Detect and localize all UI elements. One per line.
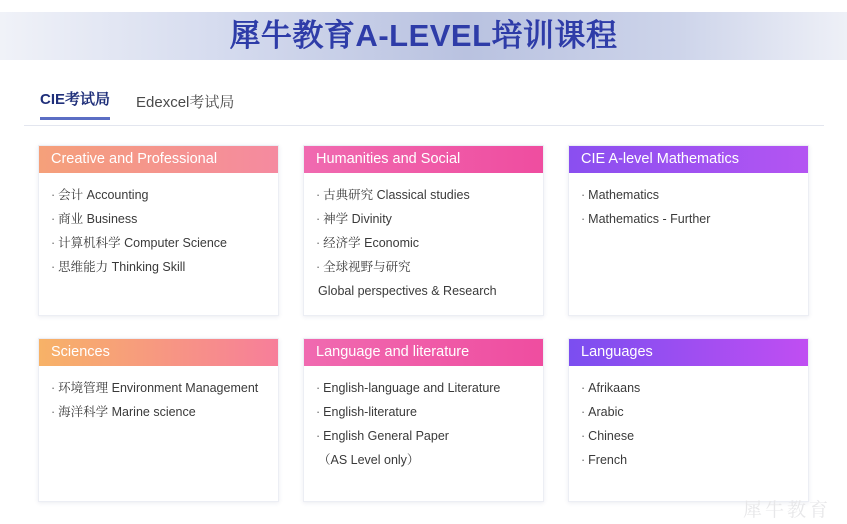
exam-board-tabs <box>40 88 234 120</box>
course-card <box>568 338 809 502</box>
course-item-label: 思维能力 Thinking Skill <box>58 260 186 274</box>
course-item[interactable] <box>316 183 531 207</box>
course-card <box>38 145 279 316</box>
course-card <box>38 338 279 502</box>
bullet-icon: · <box>51 188 56 202</box>
course-item[interactable] <box>51 400 266 424</box>
bullet-icon: · <box>316 236 321 250</box>
course-item[interactable] <box>316 231 531 255</box>
course-item-label: 全球视野与研究 <box>323 260 411 274</box>
bullet-icon: · <box>316 381 321 395</box>
watermark: 犀牛教育 <box>742 500 831 521</box>
course-item[interactable] <box>316 255 531 279</box>
course-item[interactable] <box>316 376 531 400</box>
course-item[interactable] <box>581 376 796 400</box>
course-item-label: Arabic <box>588 405 624 419</box>
course-item-label: 商业 Business <box>58 212 138 226</box>
course-item[interactable] <box>51 231 266 255</box>
course-item-label: 计算机科学 Computer Science <box>58 236 227 250</box>
course-item-label: English General Paper <box>323 429 449 443</box>
tab-1[interactable]: Edexcel考试局 <box>136 94 235 111</box>
course-card-body <box>569 173 808 308</box>
course-card <box>303 338 544 502</box>
course-item-label: 神学 Divinity <box>323 212 392 226</box>
course-item[interactable] <box>51 255 266 279</box>
bullet-icon: · <box>51 260 56 274</box>
course-card-grid <box>38 145 810 502</box>
course-item-label: Chinese <box>588 429 635 443</box>
course-card-body <box>39 173 278 308</box>
course-item[interactable] <box>51 207 266 231</box>
course-card <box>568 145 809 316</box>
course-item[interactable] <box>316 424 531 448</box>
bullet-icon: · <box>316 405 321 419</box>
bullet-icon: · <box>581 212 586 226</box>
course-item[interactable] <box>581 207 796 231</box>
course-card-title: Language and literature <box>304 339 543 366</box>
course-item-label: 经济学 Economic <box>323 236 420 250</box>
course-item[interactable] <box>316 400 531 424</box>
course-item-label: French <box>588 453 628 467</box>
bullet-icon: · <box>316 260 321 274</box>
bullet-icon: · <box>581 429 586 443</box>
tabs-divider <box>24 125 824 126</box>
course-item-label: （AS Level only） <box>318 453 420 467</box>
bullet-icon: · <box>581 405 586 419</box>
course-item-label: Mathematics - Further <box>588 212 711 226</box>
bullet-icon: · <box>316 188 321 202</box>
course-card-title: Languages <box>569 339 808 366</box>
bullet-icon: · <box>316 429 321 443</box>
course-item-label: 古典研究 Classical studies <box>323 188 470 202</box>
bullet-icon: · <box>581 453 586 467</box>
course-card-title: Humanities and Social <box>304 146 543 173</box>
bullet-icon: · <box>581 188 586 202</box>
course-card-title: Creative and Professional <box>39 146 278 173</box>
bullet-icon: · <box>51 212 56 226</box>
course-card-body <box>39 366 278 501</box>
course-item-label: Mathematics <box>588 188 660 202</box>
course-item[interactable] <box>316 279 531 303</box>
bullet-icon: · <box>51 236 56 250</box>
course-item[interactable] <box>581 424 796 448</box>
course-item[interactable] <box>316 448 531 472</box>
course-item-label: Afrikaans <box>588 381 641 395</box>
course-item-label: 海洋科学 Marine science <box>58 405 196 419</box>
page-title: 犀牛教育A-LEVEL培训课程 <box>229 18 618 53</box>
course-item[interactable] <box>581 448 796 472</box>
course-item-label: English-literature <box>323 405 417 419</box>
course-item-label: 环境管理 Environment Management <box>58 381 259 395</box>
course-item[interactable] <box>581 183 796 207</box>
course-item-label: Global perspectives & Research <box>318 284 497 298</box>
course-item-label: English-language and Literature <box>323 381 501 395</box>
course-item-label: 会计 Accounting <box>58 188 149 202</box>
course-card <box>303 145 544 316</box>
course-card-body <box>304 173 543 315</box>
course-item[interactable] <box>316 207 531 231</box>
bullet-icon: · <box>581 381 586 395</box>
course-card-title: Sciences <box>39 339 278 366</box>
course-card-body <box>569 366 808 501</box>
bullet-icon: · <box>316 212 321 226</box>
course-card-title: CIE A-level Mathematics <box>569 146 808 173</box>
tab-0[interactable]: CIE考试局 <box>40 88 110 120</box>
course-item[interactable] <box>581 400 796 424</box>
course-item[interactable] <box>51 376 266 400</box>
course-item[interactable] <box>51 183 266 207</box>
bullet-icon: · <box>51 405 56 419</box>
bullet-icon: · <box>51 381 56 395</box>
course-card-body <box>304 366 543 501</box>
